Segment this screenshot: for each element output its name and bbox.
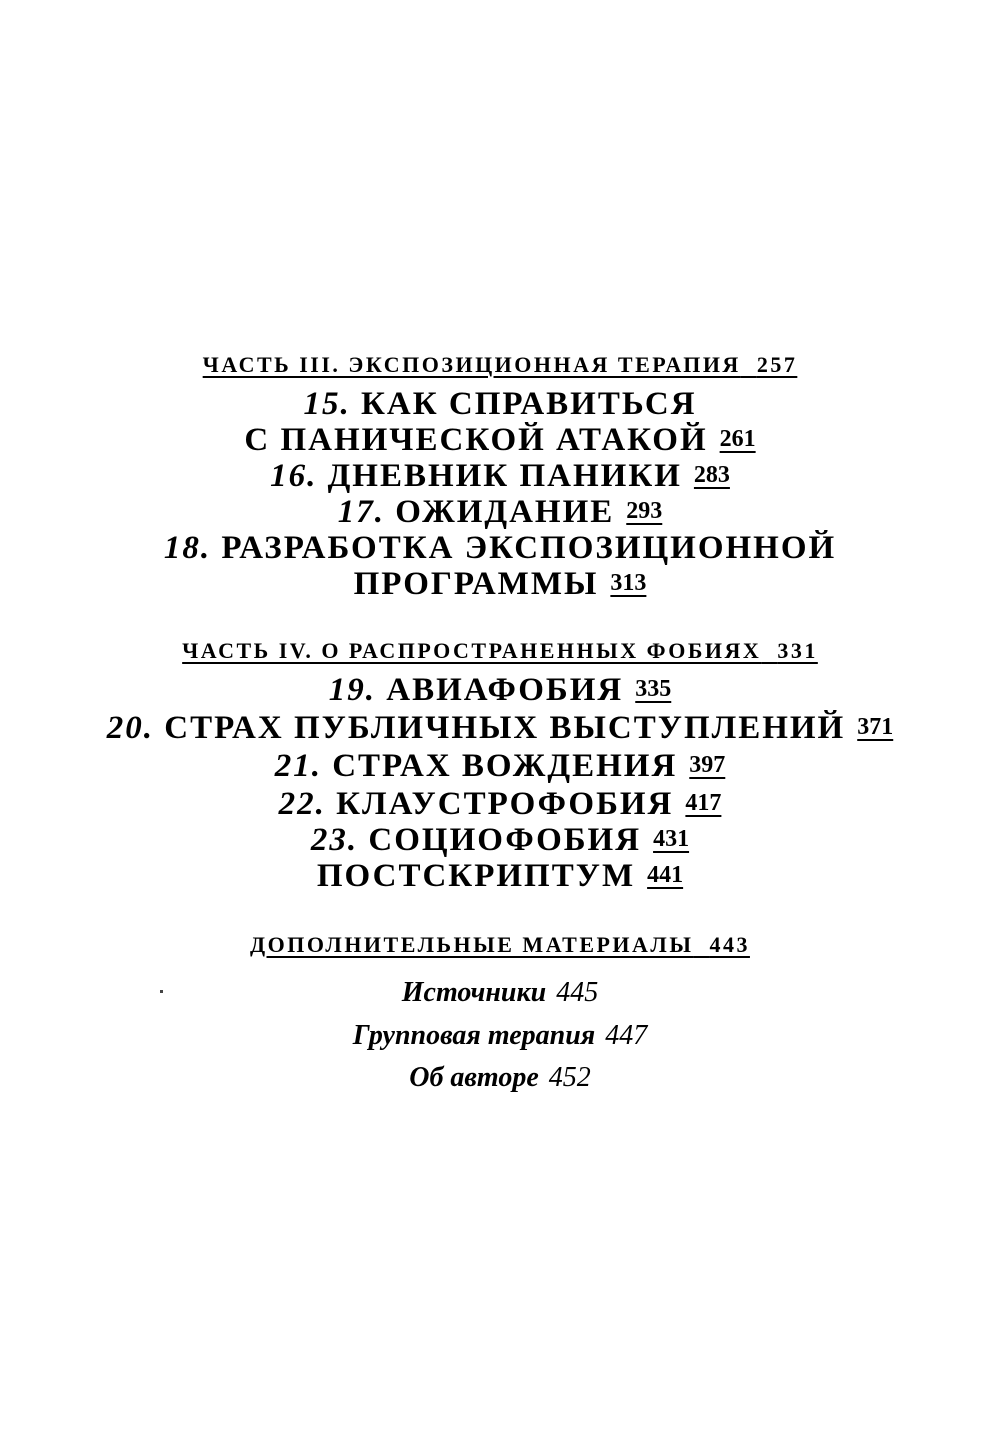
entry-title: КЛАУСТРОФОБИЯ (336, 786, 674, 822)
toc-entry (0, 566, 1000, 603)
extra-title: Групповая терапия (352, 1020, 596, 1051)
toc-extra-entry (0, 1062, 1000, 1094)
entry-number: 19. (328, 672, 376, 708)
toc-entry (0, 494, 1000, 531)
toc-entry (0, 386, 1000, 423)
entry-title: СОЦИОФОБИЯ (368, 822, 642, 858)
entry-title: ОЖИДАНИЕ (395, 494, 615, 530)
entry-number: 16. (270, 458, 318, 494)
toc-entry (0, 530, 1000, 567)
entry-page: 431 (653, 826, 690, 852)
part-title: ЧАСТЬ III. ЭКСПОЗИЦИОННАЯ ТЕРАПИЯ (202, 352, 741, 377)
entry-page: 397 (689, 752, 726, 778)
toc-extra-entry (0, 977, 1000, 1009)
entry-title: С ПАНИЧЕСКОЙ АТАКОЙ (244, 422, 708, 458)
entry-number: 17. (337, 494, 385, 530)
entry-number: 22. (278, 786, 326, 822)
entry-number: 21. (274, 748, 322, 784)
entry-title: ПРОГРАММЫ (353, 566, 599, 602)
toc-extra-entry (0, 1020, 1000, 1052)
entry-page: 441 (647, 862, 684, 888)
entry-title: СТРАХ ПУБЛИЧНЫХ ВЫСТУПЛЕНИЙ (164, 710, 846, 746)
toc-entry (0, 422, 1000, 459)
part-title: ДОПОЛНИТЕЛЬНЫЕ МАТЕРИАЛЫ (250, 932, 694, 957)
toc-part-heading (0, 932, 1000, 958)
entry-number: 15. (303, 386, 351, 422)
entry-page: 261 (719, 426, 756, 452)
entry-page: 335 (635, 676, 672, 702)
toc-entry (0, 748, 1000, 785)
entry-title: АВИАФОБИЯ (386, 672, 624, 708)
toc-entry (0, 822, 1000, 859)
entry-page: 417 (685, 790, 722, 816)
extra-page: 452 (548, 1062, 591, 1093)
toc-part-heading (0, 638, 1000, 664)
toc-part-heading (0, 352, 1000, 378)
entry-title: СТРАХ ВОЖДЕНИЯ (332, 748, 678, 784)
extra-title: Об авторе (409, 1062, 539, 1093)
entry-title: ПОСТСКРИПТУМ (316, 858, 636, 894)
entry-number: 20. (106, 710, 155, 746)
entry-title: КАК СПРАВИТЬСЯ (360, 386, 697, 422)
extra-title: Источники (401, 977, 547, 1008)
part-page: 257 (756, 352, 798, 377)
toc-entry (0, 710, 1000, 747)
extra-page: 447 (605, 1020, 648, 1051)
extra-page: 445 (556, 977, 599, 1008)
entry-title: ДНЕВНИК ПАНИКИ (327, 458, 682, 494)
part-title: ЧАСТЬ IV. О РАСПРОСТРАНЕННЫХ ФОБИЯХ (182, 638, 762, 663)
entry-page: 293 (626, 498, 663, 524)
entry-number: 18. (163, 530, 212, 566)
part-page: 443 (709, 932, 750, 957)
toc-entry (0, 858, 1000, 895)
toc-entry (0, 458, 1000, 495)
entry-title: РАЗРАБОТКА ЭКСПОЗИЦИОННОЙ (221, 530, 837, 566)
entry-page: 313 (610, 570, 647, 596)
entry-page: 283 (693, 462, 730, 488)
toc-entry (0, 672, 1000, 709)
entry-number: 23. (310, 822, 359, 858)
toc-entry (0, 786, 1000, 823)
part-page: 331 (777, 638, 818, 663)
entry-page: 371 (857, 714, 894, 740)
